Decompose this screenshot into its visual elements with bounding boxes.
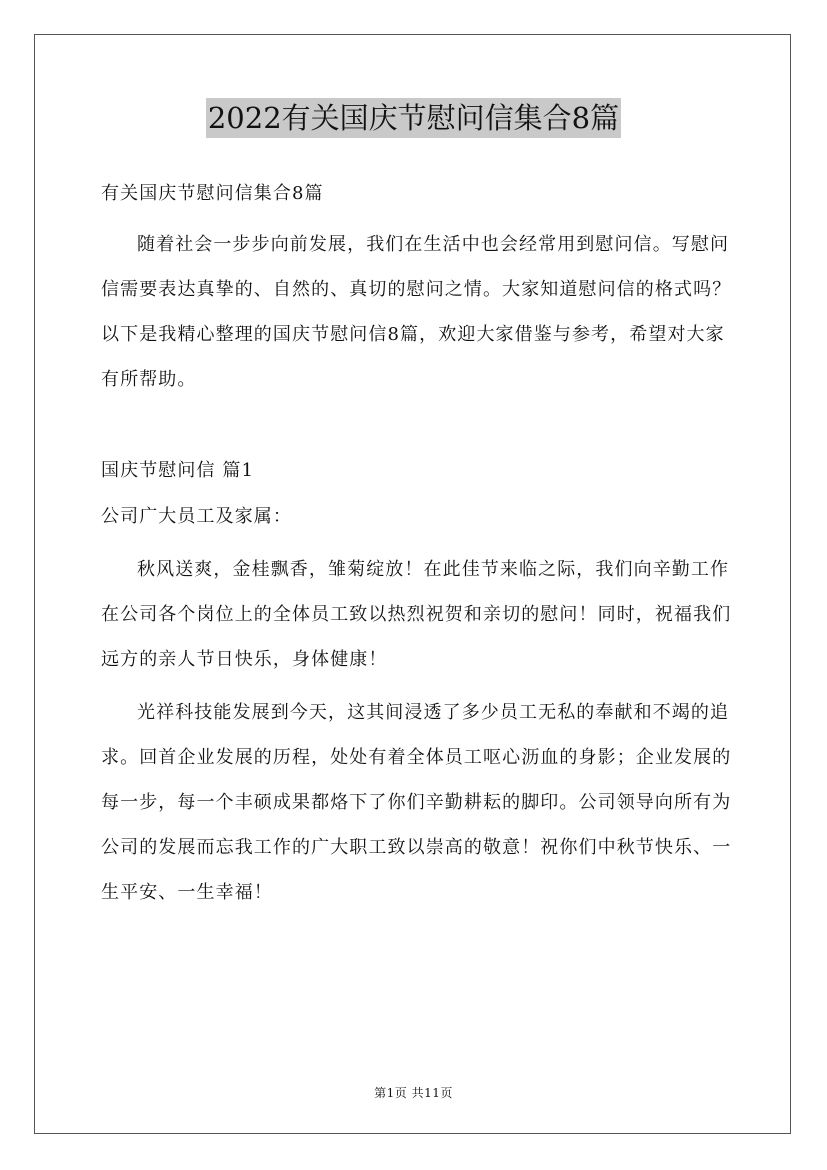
section-heading: 国庆节慰问信 篇1 — [101, 460, 255, 481]
page-footer: 第1页 共11页 — [374, 1086, 453, 1100]
title-container — [0, 98, 827, 138]
document-subtitle: 有关国庆节慰问信集合8篇 — [101, 183, 324, 204]
body-paragraph-2: 光祥科技能发展到今天，这其间浸透了多少员工无私的奉献和不竭的追求。回首企业发展的历程，处处有着全体员工呕心沥血的身影；企业发展的每一步，每一个丰硕成果都烙下了你们辛勤耕耘的脚印。公司领导向所有为公司的发展而忘我工作的广大职工致以崇高的敬意！祝你们中秋节快乐、一生平安、一生幸福！ — [101, 702, 732, 903]
intro-paragraph: 随着社会一步步向前发展，我们在生活中也会经常用到慰问信。写慰问信需要表达真挚的、自然的、真切的慰问之情。大家知道慰问信的格式吗？以下是我精心整理的国庆节慰问信8篇，欢迎大家借鉴与参考，希望对大家有所帮助。 — [101, 234, 732, 390]
body-paragraph-1: 秋风送爽，金桂飘香，雏菊绽放！在此佳节来临之际，我们向辛勤工作在公司各个岗位上的全体员工致以热烈祝贺和亲切的慰问！同时，祝福我们远方的亲人节日快乐，身体健康！ — [101, 559, 732, 670]
salutation: 公司广大员工及家属： — [101, 506, 292, 527]
document-body — [101, 174, 741, 915]
section-gap — [101, 402, 741, 451]
document-title: 2022有关国庆节慰问信集合8篇 — [206, 98, 621, 138]
